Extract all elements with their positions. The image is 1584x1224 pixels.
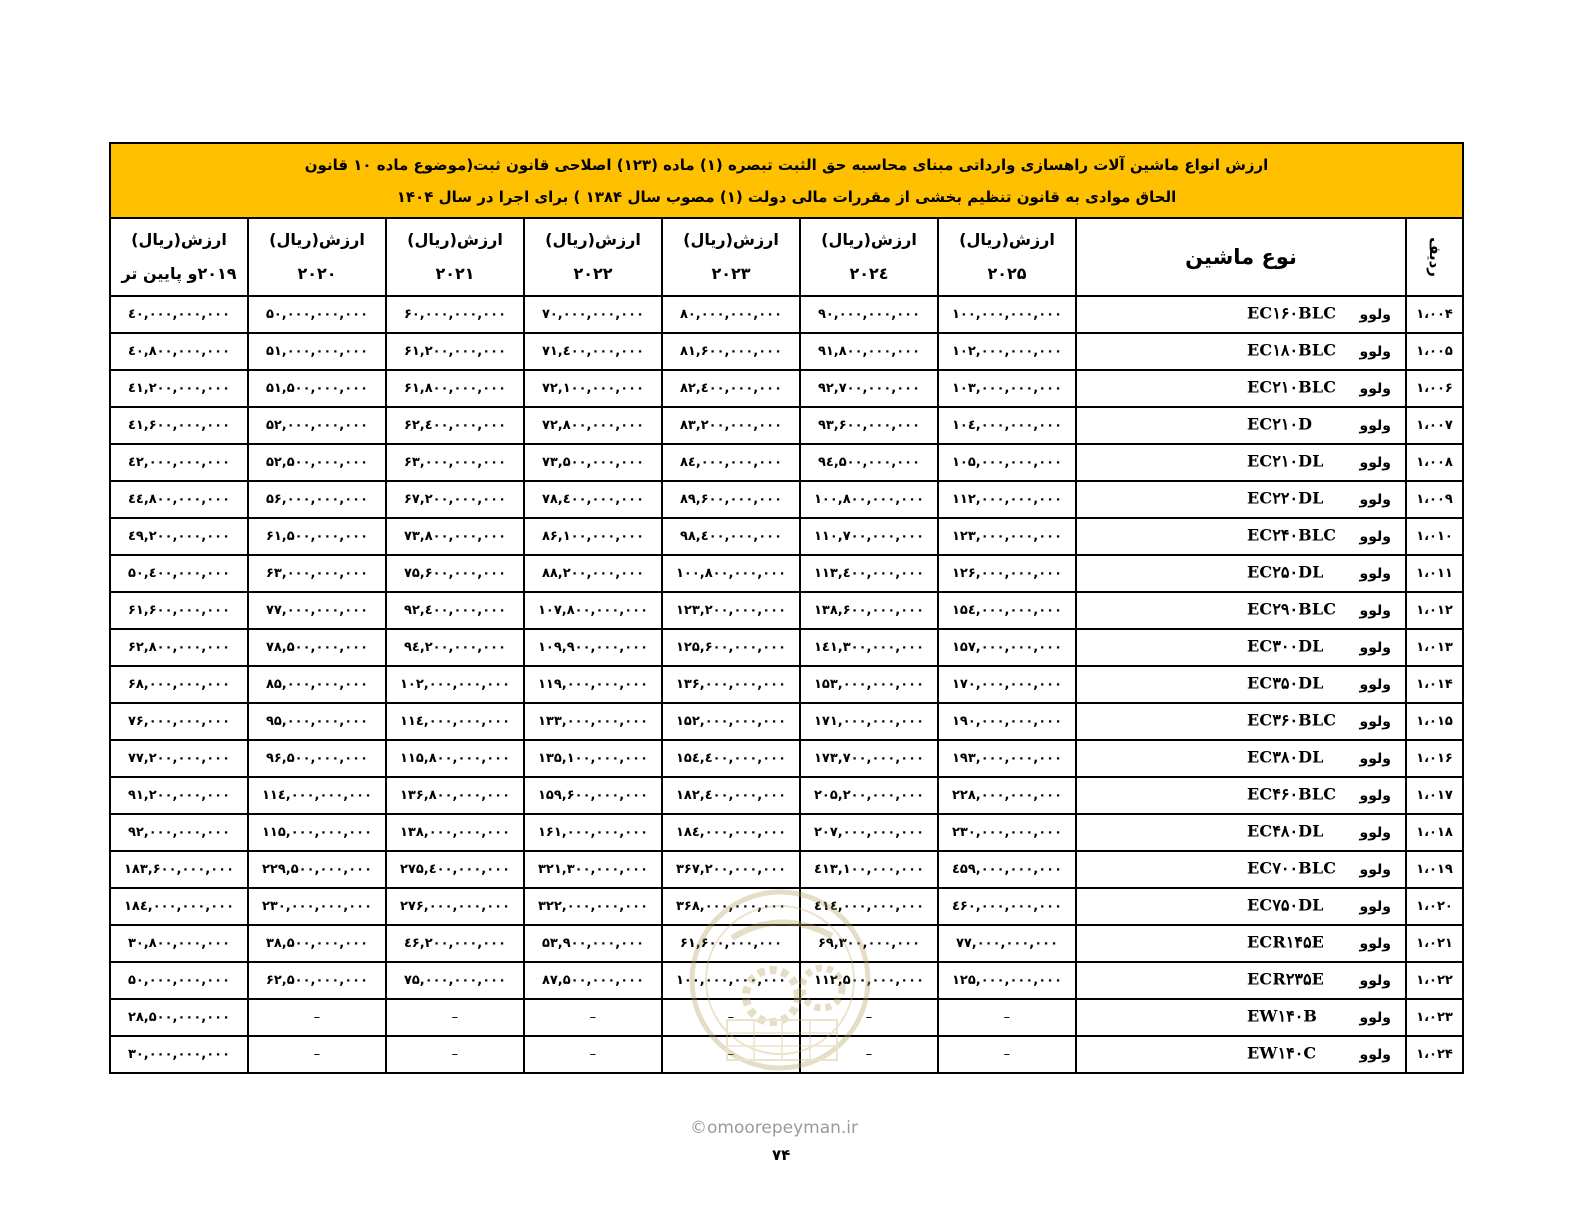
machine-brand: ولوو xyxy=(1359,676,1391,693)
value-cell: ۳۶۸,۰۰۰,۰۰۰,۰۰۰ xyxy=(662,888,800,925)
value-header-label: ارزش(ریال) xyxy=(407,230,503,249)
value-cell: ٤۲,۰۰۰,۰۰۰,۰۰۰ xyxy=(110,444,248,481)
row-number-cell: ۱،۰۱۱ xyxy=(1406,555,1463,592)
machine-cell xyxy=(1076,814,1406,851)
machine-cell xyxy=(1076,518,1406,555)
machine-brand: ولوو xyxy=(1359,972,1391,989)
value-header xyxy=(110,218,248,296)
value-cell: ٤۶,۲۰۰,۰۰۰,۰۰۰ xyxy=(386,925,524,962)
table-row xyxy=(110,555,1463,592)
machine-brand: ولوو xyxy=(1359,343,1391,360)
value-cell: ۵۰,۰۰۰,۰۰۰,۰۰۰ xyxy=(110,962,248,999)
value-cell: ۱۱۰,۷۰۰,۰۰۰,۰۰۰ xyxy=(800,518,938,555)
value-cell: ۸۳,۲۰۰,۰۰۰,۰۰۰ xyxy=(662,407,800,444)
value-cell: ۹٤,۵۰۰,۰۰۰,۰۰۰ xyxy=(800,444,938,481)
value-cell: ۱۱۵,۰۰۰,۰۰۰,۰۰۰ xyxy=(248,814,386,851)
value-cell: ۱۵٤,۰۰۰,۰۰۰,۰۰۰ xyxy=(938,592,1076,629)
value-cell: ۸۹,۶۰۰,۰۰۰,۰۰۰ xyxy=(662,481,800,518)
value-header xyxy=(386,218,524,296)
row-number-cell: ۱،۰۰۶ xyxy=(1406,370,1463,407)
table-row xyxy=(110,703,1463,740)
machine-cell xyxy=(1076,777,1406,814)
table-row xyxy=(110,333,1463,370)
value-header-label: ارزش(ریال) xyxy=(131,230,227,249)
value-cell: ۶۲,٤۰۰,۰۰۰,۰۰۰ xyxy=(386,407,524,444)
table-row xyxy=(110,962,1463,999)
row-number-cell: ۱،۰۲۰ xyxy=(1406,888,1463,925)
value-cell: ۱۰۲,۰۰۰,۰۰۰,۰۰۰ xyxy=(386,666,524,703)
machine-brand: ولوو xyxy=(1359,1009,1391,1026)
value-cell: ۶۱,۸۰۰,۰۰۰,۰۰۰ xyxy=(386,370,524,407)
row-number-cell: ۱،۰۰۹ xyxy=(1406,481,1463,518)
value-cell: ۱۳۶,۸۰۰,۰۰۰,۰۰۰ xyxy=(386,777,524,814)
value-cell: – xyxy=(938,1036,1076,1073)
table-row xyxy=(110,1036,1463,1073)
machine-model: EC۴۸۰DL xyxy=(1247,821,1324,841)
value-header xyxy=(524,218,662,296)
value-cell: ٤۱٤,۰۰۰,۰۰۰,۰۰۰ xyxy=(800,888,938,925)
machine-cell xyxy=(1076,481,1406,518)
value-cell: ۱۷۳,۷۰۰,۰۰۰,۰۰۰ xyxy=(800,740,938,777)
value-cell: ۳۸,۵۰۰,۰۰۰,۰۰۰ xyxy=(248,925,386,962)
value-cell: ۶۲,۵۰۰,۰۰۰,۰۰۰ xyxy=(248,962,386,999)
value-cell: ۲۰۷,۰۰۰,۰۰۰,۰۰۰ xyxy=(800,814,938,851)
value-cell: ۱۳۶,۰۰۰,۰۰۰,۰۰۰ xyxy=(662,666,800,703)
machine-cell xyxy=(1076,629,1406,666)
value-cell: ۱۰۳,۰۰۰,۰۰۰,۰۰۰ xyxy=(938,370,1076,407)
value-cell: ۱۹۳,۰۰۰,۰۰۰,۰۰۰ xyxy=(938,740,1076,777)
machine-brand: ولوو xyxy=(1359,639,1391,656)
value-cell: ۳۰,۰۰۰,۰۰۰,۰۰۰ xyxy=(110,1036,248,1073)
value-cell: ۵۱,۰۰۰,۰۰۰,۰۰۰ xyxy=(248,333,386,370)
value-cell: ۶۸,۰۰۰,۰۰۰,۰۰۰ xyxy=(110,666,248,703)
value-cell: ۶۰,۰۰۰,۰۰۰,۰۰۰ xyxy=(386,296,524,333)
value-cell: ۱۳۳,۰۰۰,۰۰۰,۰۰۰ xyxy=(524,703,662,740)
value-cell: – xyxy=(524,999,662,1036)
value-cell: ۹۱,۲۰۰,۰۰۰,۰۰۰ xyxy=(110,777,248,814)
machine-header: نوع ماشین xyxy=(1076,218,1406,296)
machine-model: EC۳۵۰DL xyxy=(1247,673,1324,693)
value-cell: ۶۲,۸۰۰,۰۰۰,۰۰۰ xyxy=(110,629,248,666)
value-cell: ۵۰,۰۰۰,۰۰۰,۰۰۰ xyxy=(248,296,386,333)
value-cell: ۱۲۵,۰۰۰,۰۰۰,۰۰۰ xyxy=(938,962,1076,999)
value-cell: ۸۸,۲۰۰,۰۰۰,۰۰۰ xyxy=(524,555,662,592)
machine-model: EC۳۸۰DL xyxy=(1247,747,1324,767)
machine-cell xyxy=(1076,370,1406,407)
value-cell: ۱٤۱,۳۰۰,۰۰۰,۰۰۰ xyxy=(800,629,938,666)
value-cell: ۱۳۵,۱۰۰,۰۰۰,۰۰۰ xyxy=(524,740,662,777)
machine-cell xyxy=(1076,555,1406,592)
value-cell: ۱۱۹,۰۰۰,۰۰۰,۰۰۰ xyxy=(524,666,662,703)
table-row xyxy=(110,370,1463,407)
machine-model: EC۷۰۰BLC xyxy=(1247,858,1337,878)
value-cell: ۳۶۷,۲۰۰,۰۰۰,۰۰۰ xyxy=(662,851,800,888)
value-cell: ۱۵۳,۰۰۰,۰۰۰,۰۰۰ xyxy=(800,666,938,703)
value-cell: ۷۷,۰۰۰,۰۰۰,۰۰۰ xyxy=(938,925,1076,962)
machine-brand: ولوو xyxy=(1359,787,1391,804)
row-number-header-label: ردیف xyxy=(1425,237,1444,277)
value-cell: ۹۸,٤۰۰,۰۰۰,۰۰۰ xyxy=(662,518,800,555)
machine-cell xyxy=(1076,703,1406,740)
value-cell: ۸۱,۶۰۰,۰۰۰,۰۰۰ xyxy=(662,333,800,370)
value-cell: ۱۷۰,۰۰۰,۰۰۰,۰۰۰ xyxy=(938,666,1076,703)
value-cell: – xyxy=(662,999,800,1036)
value-cell: ۱۵۷,۰۰۰,۰۰۰,۰۰۰ xyxy=(938,629,1076,666)
value-cell: – xyxy=(524,1036,662,1073)
row-number-header xyxy=(1406,218,1463,296)
value-cell: ۱۰۵,۰۰۰,۰۰۰,۰۰۰ xyxy=(938,444,1076,481)
value-cell: ۳۲۱,۳۰۰,۰۰۰,۰۰۰ xyxy=(524,851,662,888)
value-cell: ۱۸٤,۰۰۰,۰۰۰,۰۰۰ xyxy=(110,888,248,925)
value-cell: ۱۰۷,۸۰۰,۰۰۰,۰۰۰ xyxy=(524,592,662,629)
value-header xyxy=(248,218,386,296)
table-row xyxy=(110,851,1463,888)
table-row xyxy=(110,925,1463,962)
machine-model: EC۴۶۰BLC xyxy=(1247,784,1337,804)
machine-brand: ولوو xyxy=(1359,861,1391,878)
machine-brand: ولوو xyxy=(1359,528,1391,545)
value-header xyxy=(800,218,938,296)
table-row xyxy=(110,629,1463,666)
row-number-cell: ۱،۰۱۸ xyxy=(1406,814,1463,851)
machine-model: EC۱۸۰BLC xyxy=(1247,340,1337,360)
machine-cell xyxy=(1076,851,1406,888)
value-cell: ۱۹۰,۰۰۰,۰۰۰,۰۰۰ xyxy=(938,703,1076,740)
machine-cell xyxy=(1076,1036,1406,1073)
value-cell: ۷۷,۲۰۰,۰۰۰,۰۰۰ xyxy=(110,740,248,777)
table-row xyxy=(110,444,1463,481)
value-header xyxy=(662,218,800,296)
value-cell: ۱۱٤,۰۰۰,۰۰۰,۰۰۰ xyxy=(248,777,386,814)
value-cell: ۶۳,۰۰۰,۰۰۰,۰۰۰ xyxy=(248,555,386,592)
value-header xyxy=(938,218,1076,296)
value-cell: ۳۰,۸۰۰,۰۰۰,۰۰۰ xyxy=(110,925,248,962)
value-cell: ۷۲,۱۰۰,۰۰۰,۰۰۰ xyxy=(524,370,662,407)
value-cell: ۶۱,۶۰۰,۰۰۰,۰۰۰ xyxy=(110,592,248,629)
site-url: omoorepeyman.ir xyxy=(707,1118,859,1138)
machine-cell xyxy=(1076,666,1406,703)
value-cell: ۷۵,۰۰۰,۰۰۰,۰۰۰ xyxy=(386,962,524,999)
value-header-year: ۲۰۲۳ xyxy=(711,264,751,283)
row-number-cell: ۱،۰۱۵ xyxy=(1406,703,1463,740)
value-cell: ۳۲۲,۰۰۰,۰۰۰,۰۰۰ xyxy=(524,888,662,925)
value-cell: ۸۶,۱۰۰,۰۰۰,۰۰۰ xyxy=(524,518,662,555)
table-row xyxy=(110,888,1463,925)
table-row xyxy=(110,296,1463,333)
machine-model: EC۲۱۰BLC xyxy=(1247,377,1337,397)
value-cell: ۷۷,۰۰۰,۰۰۰,۰۰۰ xyxy=(248,592,386,629)
value-cell: ۱۶۱,۰۰۰,۰۰۰,۰۰۰ xyxy=(524,814,662,851)
value-cell: ۱۱۲,۵۰۰,۰۰۰,۰۰۰ xyxy=(800,962,938,999)
machine-model: EC۳۶۰BLC xyxy=(1247,710,1337,730)
value-cell: ٤۹,۲۰۰,۰۰۰,۰۰۰ xyxy=(110,518,248,555)
value-cell: ۷۰,۰۰۰,۰۰۰,۰۰۰ xyxy=(524,296,662,333)
value-cell: ۵۲,۰۰۰,۰۰۰,۰۰۰ xyxy=(248,407,386,444)
machine-cell xyxy=(1076,999,1406,1036)
value-cell: – xyxy=(938,999,1076,1036)
value-cell: ۱۵۹,۶۰۰,۰۰۰,۰۰۰ xyxy=(524,777,662,814)
machine-model: EC۲۹۰BLC xyxy=(1247,599,1337,619)
value-cell: ۱۰۹,۹۰۰,۰۰۰,۰۰۰ xyxy=(524,629,662,666)
value-cell: ۷۳,۸۰۰,۰۰۰,۰۰۰ xyxy=(386,518,524,555)
value-cell: ۸۲,٤۰۰,۰۰۰,۰۰۰ xyxy=(662,370,800,407)
table-row xyxy=(110,518,1463,555)
value-cell: ۱۰٤,۰۰۰,۰۰۰,۰۰۰ xyxy=(938,407,1076,444)
machine-brand: ولوو xyxy=(1359,380,1391,397)
machine-cell xyxy=(1076,962,1406,999)
machine-cell xyxy=(1076,333,1406,370)
row-number-cell: ۱،۰۰۷ xyxy=(1406,407,1463,444)
value-cell: – xyxy=(386,1036,524,1073)
value-cell: ۲۲۹,۵۰۰,۰۰۰,۰۰۰ xyxy=(248,851,386,888)
value-cell: ۲۸,۵۰۰,۰۰۰,۰۰۰ xyxy=(110,999,248,1036)
value-header-label: ارزش(ریال) xyxy=(683,230,779,249)
machine-brand: ولوو xyxy=(1359,898,1391,915)
table-row xyxy=(110,999,1463,1036)
value-cell: ۱۰۰,۰۰۰,۰۰۰,۰۰۰ xyxy=(938,296,1076,333)
row-number-cell: ۱،۰۱۹ xyxy=(1406,851,1463,888)
value-cell: ٤۰,۸۰۰,۰۰۰,۰۰۰ xyxy=(110,333,248,370)
value-cell: ۵۰,٤۰۰,۰۰۰,۰۰۰ xyxy=(110,555,248,592)
value-cell: ۹۲,۰۰۰,۰۰۰,۰۰۰ xyxy=(110,814,248,851)
value-cell: ۱۳۸,۰۰۰,۰۰۰,۰۰۰ xyxy=(386,814,524,851)
machine-model: EC۳۰۰DL xyxy=(1247,636,1324,656)
row-number-cell: ۱،۰۱۴ xyxy=(1406,666,1463,703)
value-header-year: ۲۰۲۵ xyxy=(987,264,1027,283)
value-cell: ٤۱,۲۰۰,۰۰۰,۰۰۰ xyxy=(110,370,248,407)
value-cell: ۹۲,۷۰۰,۰۰۰,۰۰۰ xyxy=(800,370,938,407)
value-cell: ۱۰۰,۸۰۰,۰۰۰,۰۰۰ xyxy=(662,555,800,592)
value-cell: ۱۲۳,۰۰۰,۰۰۰,۰۰۰ xyxy=(938,518,1076,555)
value-cell: ۱۵۲,۰۰۰,۰۰۰,۰۰۰ xyxy=(662,703,800,740)
value-cell: ۶۹,۳۰۰,۰۰۰,۰۰۰ xyxy=(800,925,938,962)
value-cell: ٤۱,۶۰۰,۰۰۰,۰۰۰ xyxy=(110,407,248,444)
machine-brand: ولوو xyxy=(1359,713,1391,730)
value-cell: ۶۱,۵۰۰,۰۰۰,۰۰۰ xyxy=(248,518,386,555)
machine-cell xyxy=(1076,925,1406,962)
machine-brand: ولوو xyxy=(1359,417,1391,434)
value-cell: ۵۲,۵۰۰,۰۰۰,۰۰۰ xyxy=(248,444,386,481)
value-cell: ۲۷۶,۰۰۰,۰۰۰,۰۰۰ xyxy=(386,888,524,925)
machine-cell xyxy=(1076,296,1406,333)
value-cell: – xyxy=(662,1036,800,1073)
row-number-cell: ۱،۰۲۲ xyxy=(1406,962,1463,999)
machine-brand: ولوو xyxy=(1359,824,1391,841)
machine-model: EW۱۴۰B xyxy=(1247,1006,1318,1026)
machine-model: EC۲۴۰BLC xyxy=(1247,525,1337,545)
value-cell: ۱۸۳,۶۰۰,۰۰۰,۰۰۰ xyxy=(110,851,248,888)
value-cell: ۱۲۶,۰۰۰,۰۰۰,۰۰۰ xyxy=(938,555,1076,592)
value-cell: ۱۳۸,۶۰۰,۰۰۰,۰۰۰ xyxy=(800,592,938,629)
machine-brand: ولوو xyxy=(1359,491,1391,508)
value-cell: ۷۶,۰۰۰,۰۰۰,۰۰۰ xyxy=(110,703,248,740)
value-header-label: ارزش(ریال) xyxy=(821,230,917,249)
value-header-year: ۲۰۲۲ xyxy=(573,264,613,283)
machine-cell xyxy=(1076,888,1406,925)
value-cell: ۲۳۰,۰۰۰,۰۰۰,۰۰۰ xyxy=(248,888,386,925)
row-number-cell: ۱،۰۰۴ xyxy=(1406,296,1463,333)
value-cell: ۲۷۵,٤۰۰,۰۰۰,۰۰۰ xyxy=(386,851,524,888)
row-number-cell: ۱،۰۱۳ xyxy=(1406,629,1463,666)
title-line-2: الحاق موادی به قانون تنظیم بخشی از مقررات مالی دولت (۱) مصوب سال ۱۳۸۴ ) برای اجرا در سال ۱۴۰۴ xyxy=(396,187,1177,206)
machine-cell xyxy=(1076,444,1406,481)
table-row xyxy=(110,407,1463,444)
value-cell: ۷۵,۶۰۰,۰۰۰,۰۰۰ xyxy=(386,555,524,592)
header-row xyxy=(110,218,1463,296)
value-header-year: ۲۰۲٤ xyxy=(849,264,889,283)
valuation-table xyxy=(109,142,1464,1074)
value-cell: ۱۱۲,۰۰۰,۰۰۰,۰۰۰ xyxy=(938,481,1076,518)
value-cell: ۷۳,۵۰۰,۰۰۰,۰۰۰ xyxy=(524,444,662,481)
value-cell: ۱۸٤,۰۰۰,۰۰۰,۰۰۰ xyxy=(662,814,800,851)
value-cell: ۹۵,۰۰۰,۰۰۰,۰۰۰ xyxy=(248,703,386,740)
value-cell: – xyxy=(800,1036,938,1073)
value-header-year: ۲۰۲۰ xyxy=(297,264,337,283)
machine-brand: ولوو xyxy=(1359,935,1391,952)
value-cell: ۵۱,۵۰۰,۰۰۰,۰۰۰ xyxy=(248,370,386,407)
row-number-cell: ۱،۰۱۲ xyxy=(1406,592,1463,629)
table-row xyxy=(110,666,1463,703)
value-cell: – xyxy=(248,1036,386,1073)
row-number-cell: ۱،۰۱۰ xyxy=(1406,518,1463,555)
value-cell: ٤٤,۸۰۰,۰۰۰,۰۰۰ xyxy=(110,481,248,518)
title-line-1: ارزش انواع ماشین آلات راهسازی وارداتی مبنای محاسبه حق الثبت تبصره (۱) ماده (۱۲۳) اصلاحی قانون ثبت(موضوع ماده ۱۰ قانون xyxy=(304,155,1269,174)
copyright-icon: © xyxy=(690,1118,707,1138)
page-number: ۷۴ xyxy=(772,1146,791,1164)
value-cell: ۸۷,۵۰۰,۰۰۰,۰۰۰ xyxy=(524,962,662,999)
machine-brand: ولوو xyxy=(1359,1046,1391,1063)
value-cell: ۷۱,٤۰۰,۰۰۰,۰۰۰ xyxy=(524,333,662,370)
row-number-cell: ۱،۰۱۶ xyxy=(1406,740,1463,777)
value-cell: ۱۰۰,۸۰۰,۰۰۰,۰۰۰ xyxy=(800,481,938,518)
value-cell: ۲۲۸,۰۰۰,۰۰۰,۰۰۰ xyxy=(938,777,1076,814)
machine-model: ECR۱۴۵E xyxy=(1247,932,1325,952)
value-cell: ۱۰۰,۰۰۰,۰۰۰,۰۰۰ xyxy=(662,962,800,999)
machine-model: EW۱۴۰C xyxy=(1247,1043,1317,1063)
value-cell: ۵۳,۹۰۰,۰۰۰,۰۰۰ xyxy=(524,925,662,962)
machine-model: EC۱۶۰BLC xyxy=(1247,303,1337,323)
value-cell: ۲۳۰,۰۰۰,۰۰۰,۰۰۰ xyxy=(938,814,1076,851)
machine-brand: ولوو xyxy=(1359,565,1391,582)
machine-model: EC۷۵۰DL xyxy=(1247,895,1324,915)
value-cell: ۷۸,٤۰۰,۰۰۰,۰۰۰ xyxy=(524,481,662,518)
value-cell: ۱۸۲,٤۰۰,۰۰۰,۰۰۰ xyxy=(662,777,800,814)
table-row xyxy=(110,814,1463,851)
value-cell: ۶۳,۰۰۰,۰۰۰,۰۰۰ xyxy=(386,444,524,481)
table-row xyxy=(110,740,1463,777)
machine-cell xyxy=(1076,740,1406,777)
value-cell: ۱۷۱,۰۰۰,۰۰۰,۰۰۰ xyxy=(800,703,938,740)
value-cell: ۸۰,۰۰۰,۰۰۰,۰۰۰ xyxy=(662,296,800,333)
value-cell: ٤۰,۰۰۰,۰۰۰,۰۰۰ xyxy=(110,296,248,333)
value-cell: ۶۷,۲۰۰,۰۰۰,۰۰۰ xyxy=(386,481,524,518)
value-cell: ۹۳,۶۰۰,۰۰۰,۰۰۰ xyxy=(800,407,938,444)
value-cell: ۱۰۲,۰۰۰,۰۰۰,۰۰۰ xyxy=(938,333,1076,370)
value-cell: ۱۲۳,۲۰۰,۰۰۰,۰۰۰ xyxy=(662,592,800,629)
value-header-year: ۲۰۱۹و پایین تر xyxy=(121,264,237,283)
row-number-cell: ۱،۰۲۳ xyxy=(1406,999,1463,1036)
value-cell: ۱۲۵,۶۰۰,۰۰۰,۰۰۰ xyxy=(662,629,800,666)
value-cell: ۸۵,۰۰۰,۰۰۰,۰۰۰ xyxy=(248,666,386,703)
value-cell: ۹٤,۲۰۰,۰۰۰,۰۰۰ xyxy=(386,629,524,666)
value-header-label: ارزش(ریال) xyxy=(269,230,365,249)
value-cell: ٤۱۳,۱۰۰,۰۰۰,۰۰۰ xyxy=(800,851,938,888)
machine-brand: ولوو xyxy=(1359,306,1391,323)
machine-brand: ولوو xyxy=(1359,750,1391,767)
row-number-cell: ۱،۰۲۱ xyxy=(1406,925,1463,962)
value-cell: – xyxy=(386,999,524,1036)
value-cell: – xyxy=(800,999,938,1036)
value-cell: ۶۱,۶۰۰,۰۰۰,۰۰۰ xyxy=(662,925,800,962)
machine-model: EC۲۵۰DL xyxy=(1247,562,1324,582)
table-row xyxy=(110,592,1463,629)
value-cell: ۱۱٤,۰۰۰,۰۰۰,۰۰۰ xyxy=(386,703,524,740)
machine-model: EC۲۱۰D xyxy=(1247,414,1313,434)
value-header-label: ارزش(ریال) xyxy=(959,230,1055,249)
machine-brand: ولوو xyxy=(1359,602,1391,619)
value-cell: ۱۱۵,۸۰۰,۰۰۰,۰۰۰ xyxy=(386,740,524,777)
row-number-cell: ۱،۰۲۴ xyxy=(1406,1036,1463,1073)
value-cell: ۷۲,۸۰۰,۰۰۰,۰۰۰ xyxy=(524,407,662,444)
value-cell: ۸٤,۰۰۰,۰۰۰,۰۰۰ xyxy=(662,444,800,481)
machine-cell xyxy=(1076,592,1406,629)
value-cell: – xyxy=(248,999,386,1036)
value-header-label: ارزش(ریال) xyxy=(545,230,641,249)
value-cell: ۶۱,۲۰۰,۰۰۰,۰۰۰ xyxy=(386,333,524,370)
site-watermark xyxy=(690,1118,858,1138)
value-cell: ۱۵٤,٤۰۰,۰۰۰,۰۰۰ xyxy=(662,740,800,777)
machine-model: ECR۲۳۵E xyxy=(1247,969,1325,989)
value-cell: ۵۶,۰۰۰,۰۰۰,۰۰۰ xyxy=(248,481,386,518)
value-cell: ۷۸,۵۰۰,۰۰۰,۰۰۰ xyxy=(248,629,386,666)
row-number-cell: ۱،۰۰۵ xyxy=(1406,333,1463,370)
value-cell: ۱۱۳,٤۰۰,۰۰۰,۰۰۰ xyxy=(800,555,938,592)
machine-model: EC۲۱۰DL xyxy=(1247,451,1324,471)
table-row xyxy=(110,481,1463,518)
row-number-cell: ۱،۰۰۸ xyxy=(1406,444,1463,481)
value-cell: ۹۱,۸۰۰,۰۰۰,۰۰۰ xyxy=(800,333,938,370)
value-cell: ۹۶,۵۰۰,۰۰۰,۰۰۰ xyxy=(248,740,386,777)
table-row xyxy=(110,777,1463,814)
row-number-cell: ۱،۰۱۷ xyxy=(1406,777,1463,814)
machine-model: EC۲۲۰DL xyxy=(1247,488,1324,508)
value-cell: ٤۶۰,۰۰۰,۰۰۰,۰۰۰ xyxy=(938,888,1076,925)
value-cell: ٤۵۹,۰۰۰,۰۰۰,۰۰۰ xyxy=(938,851,1076,888)
table-title xyxy=(110,143,1463,218)
value-cell: ۹۲,٤۰۰,۰۰۰,۰۰۰ xyxy=(386,592,524,629)
machine-cell xyxy=(1076,407,1406,444)
value-header-year: ۲۰۲۱ xyxy=(435,264,475,283)
value-cell: ۲۰۵,۲۰۰,۰۰۰,۰۰۰ xyxy=(800,777,938,814)
value-cell: ۹۰,۰۰۰,۰۰۰,۰۰۰ xyxy=(800,296,938,333)
machine-brand: ولوو xyxy=(1359,454,1391,471)
